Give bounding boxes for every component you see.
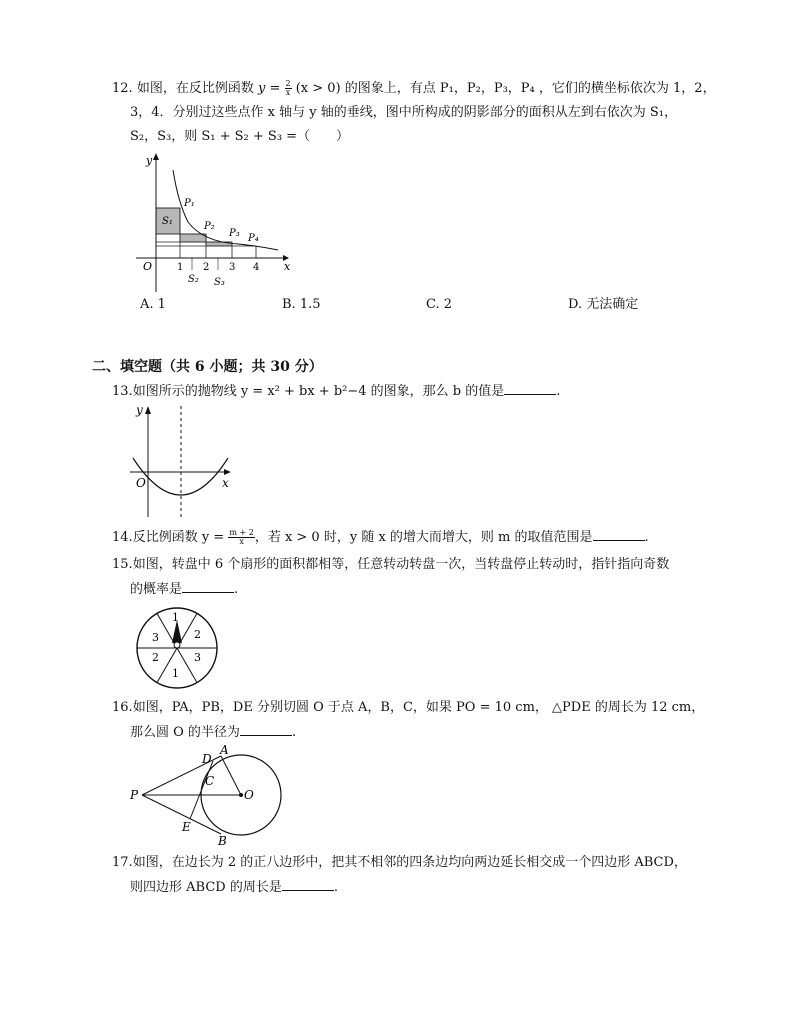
q12-p1: P₁ xyxy=(184,198,195,209)
q16-line-1 xyxy=(112,699,704,717)
q17-line-1 xyxy=(112,854,687,872)
q12-s2-rect xyxy=(180,234,206,242)
q12-frac-num: 2 xyxy=(285,79,291,88)
q12-frac-den: x xyxy=(285,88,291,97)
q16-answer-blank[interactable] xyxy=(240,723,292,736)
q16-label-a: A xyxy=(220,743,229,757)
q16-label-p: P xyxy=(130,788,139,802)
q12-option-d[interactable]: D. 无法确定 xyxy=(568,297,639,312)
q17-line-2 xyxy=(130,878,338,897)
q13-text: 如图所示的抛物线 y = x² + bx + b²−4 的图象，那么 b 的值是 xyxy=(132,384,505,399)
q17-number: 17. xyxy=(112,855,133,870)
q15-line-2 xyxy=(130,580,238,599)
q16-number: 16. xyxy=(112,700,133,715)
q12-s1-label: S₁ xyxy=(162,216,173,227)
q12-line-2 xyxy=(130,104,677,122)
q12-tick-2: 2 xyxy=(203,262,210,273)
q13-x-label: x xyxy=(222,476,229,490)
q12-line-3: S₂，S₃，则 S₁ + S₂ + S₃ =（ ） xyxy=(130,129,350,144)
q12-text-a: 如图，在反比例函数 xyxy=(136,81,254,96)
q15-text-1: 如图，转盘中 6 个扇形的面积都相等，任意转动转盘一次，当转盘停止转动时，指针指向奇数 xyxy=(132,557,670,572)
q16-label-c: C xyxy=(205,774,215,788)
q12-p4: P₄ xyxy=(248,233,259,244)
q12-fraction xyxy=(285,80,292,97)
q13-parabola xyxy=(133,458,228,495)
q12-p2: P₂ xyxy=(204,221,215,232)
q14-answer-blank[interactable] xyxy=(593,528,645,541)
q17-answer-blank[interactable] xyxy=(282,878,334,891)
q12-s2-label: S₂ xyxy=(188,274,199,285)
q16-figure xyxy=(128,743,288,848)
q15-sector-4: 1 xyxy=(172,667,179,680)
q15-line-1 xyxy=(112,556,669,574)
q14-line xyxy=(112,528,649,547)
q13-answer-blank[interactable] xyxy=(504,382,556,395)
q12-figure xyxy=(128,152,298,292)
q16-label-o: O xyxy=(244,788,254,802)
q13-y-label: y xyxy=(136,403,143,417)
q15-number: 15. xyxy=(112,557,133,572)
q15-sector-5: 2 xyxy=(152,651,159,664)
q14-text-b: ，若 x > 0 时，y 随 x 的增大而增大，则 m 的取值范围是 xyxy=(254,530,593,545)
q12-option-c[interactable]: C. 2 xyxy=(426,297,453,312)
q12-y-label: y xyxy=(146,154,153,167)
q16-text-1: 如图，PA，PB，DE 分别切圆 O 于点 A，B，C，如果 PO = 10 cm， △PDE 的周长为 12 cm， xyxy=(132,700,705,715)
q15-sector-6: 3 xyxy=(152,631,159,644)
q12-p3: P₃ xyxy=(229,228,240,239)
q14-text-a: 反比例函数 y = xyxy=(132,530,225,545)
q13-line xyxy=(112,382,560,401)
q16-end: . xyxy=(291,725,297,740)
q17-text-2: 则四边形 ABCD 的周长是 xyxy=(130,880,282,895)
q12-option-b[interactable]: B. 1.5 xyxy=(282,297,321,312)
q12-x-label: x xyxy=(284,260,291,273)
q15-answer-blank[interactable] xyxy=(182,580,234,593)
q16-label-e: E xyxy=(182,820,191,834)
q14-end: . xyxy=(644,530,649,545)
q17-end: . xyxy=(333,880,338,895)
q16-line-2 xyxy=(130,723,296,742)
q13-origin: O xyxy=(136,476,146,490)
q12-option-a[interactable]: A. 1 xyxy=(140,297,166,312)
q15-end: . xyxy=(234,582,239,597)
q12-text-c: ，它们的横坐标依次为 1，2， xyxy=(538,81,716,96)
q12-text-b: 的图象上，有点 P xyxy=(344,81,449,96)
q15-spinner xyxy=(134,605,220,691)
q13-figure xyxy=(128,402,238,517)
q14-number: 14. xyxy=(112,530,133,545)
q12-s3-label: S₃ xyxy=(214,277,225,288)
q12-origin: O xyxy=(143,260,153,273)
q12-points: ₁，P₂，P₃，P₄ xyxy=(448,81,535,96)
q12-s1-sub: ₁， xyxy=(658,105,678,120)
q16-label-b: B xyxy=(218,834,227,848)
q12-line-2-text: 3，4．分别过这些点作 x 轴与 y 轴的垂线，图中所构成的阴影部分的面积从左到右依次为 S xyxy=(130,105,659,120)
q14-frac-den: x xyxy=(239,537,244,546)
q12-line-1 xyxy=(112,80,716,98)
q12-tick-1: 1 xyxy=(177,262,184,273)
q16-label-d: D xyxy=(202,752,212,766)
q12-tick-3: 3 xyxy=(229,262,236,273)
q15-sector-3: 3 xyxy=(194,651,201,664)
q12-tick-4: 4 xyxy=(253,262,260,273)
q15-sector-2: 2 xyxy=(194,628,201,641)
q12-cond: (x > 0) xyxy=(295,81,341,96)
q15-text-2: 的概率是 xyxy=(130,582,183,597)
q15-sector-1: 1 xyxy=(172,611,179,624)
q13-end: . xyxy=(556,384,561,399)
section-title: 二、填空题（共 6 小题；共 30 分） xyxy=(92,359,323,375)
q12-number: 12. xyxy=(112,81,133,96)
q17-text-1: 如图，在边长为 2 的正八边形中，把其不相邻的四条边均向两边延长相交成一个四边形 ABCD， xyxy=(132,855,687,870)
q13-number: 13. xyxy=(112,384,133,399)
q14-fraction xyxy=(228,529,254,546)
q14-frac-num: m + 2 xyxy=(229,528,254,537)
q12-func: y = xyxy=(257,81,281,96)
q16-text-2: 那么圆 O 的半径为 xyxy=(130,725,240,740)
